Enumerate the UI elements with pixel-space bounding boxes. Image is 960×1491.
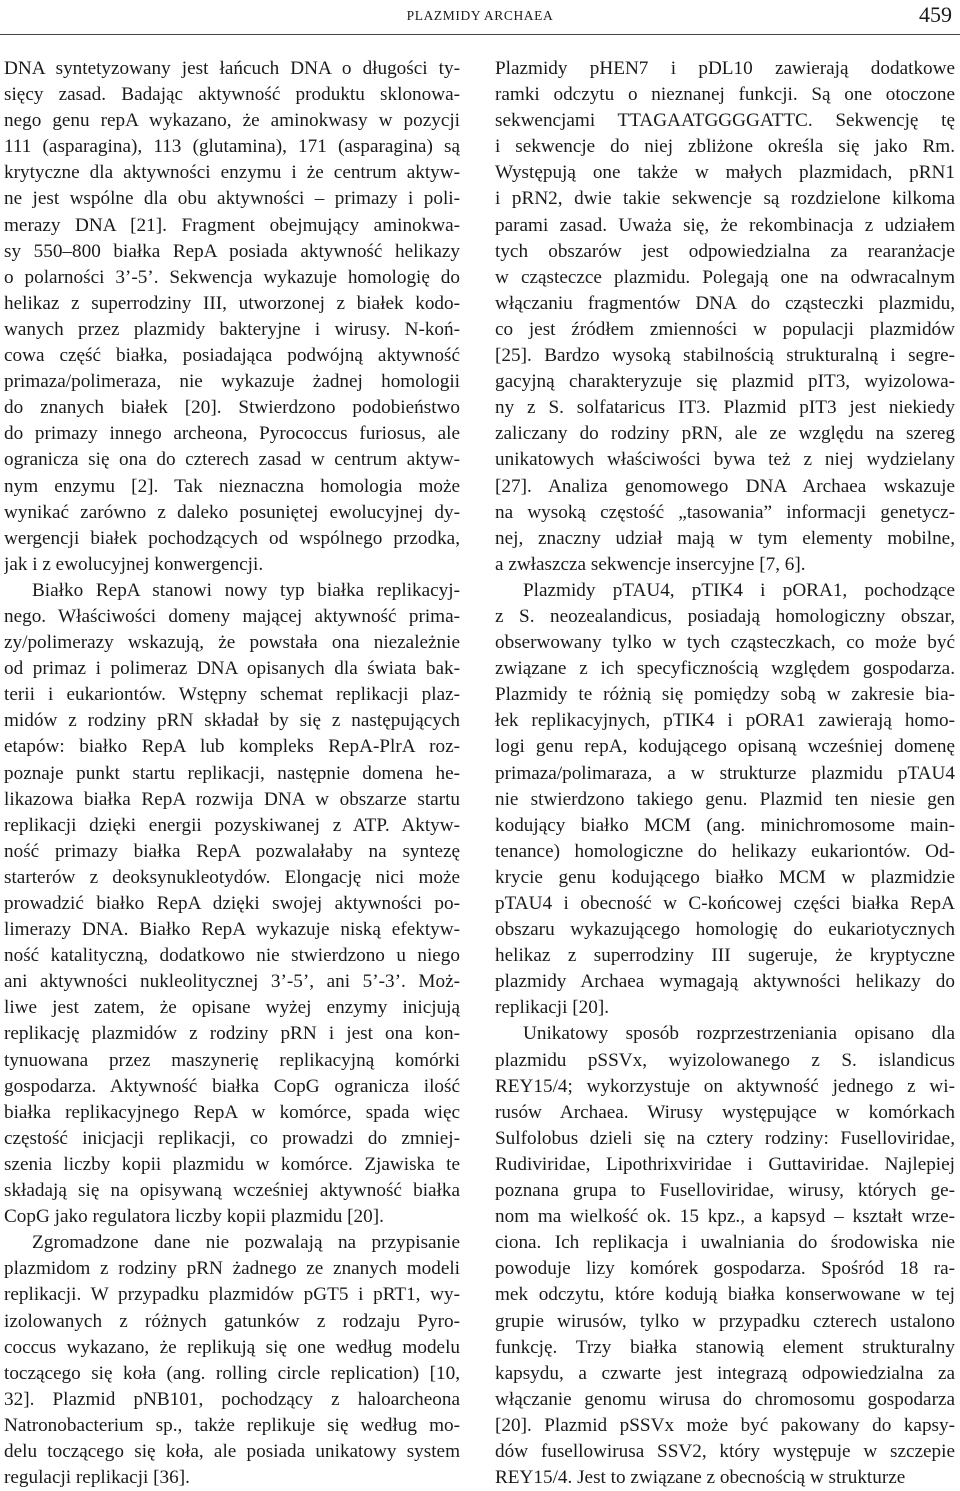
- paragraph: [495, 56, 955, 578]
- text-line: gospodarza. Aktywność białka CopG ogranicza ilość: [4, 1075, 460, 1097]
- text-line: tenance) homologiczne do helikazy eukariontów. Od-: [495, 840, 955, 862]
- text-line: dów fusellowirusa SSV2, który występuje w szczepie: [495, 1440, 955, 1462]
- text-line: Rudiviridae, Lipothrixviridae i Guttaviridae. Najlepiej: [495, 1153, 955, 1175]
- text-line: związane z ich specyficznością względem gospodarza.: [495, 658, 955, 680]
- text-line: włączaniu fragmentów DNA do cząsteczki plazmidu,: [495, 292, 955, 314]
- text-line: [27]. Analiza genomowego DNA Archaea wskazuje: [495, 475, 955, 497]
- text-line: nym enzymu [2]. Tak nieznaczna homologia może: [4, 475, 460, 497]
- text-line: Plazmidy pTAU4, pTIK4 i pORA1, pochodzące: [523, 579, 955, 601]
- text-line: ciona. Ich replikacja i uwalniania do środowiska nie: [495, 1232, 955, 1254]
- text-line: coccus wykazano, że replikują się one według modelu: [4, 1336, 460, 1358]
- text-line: Występują one także w małych plazmidach, pRN1: [495, 162, 955, 184]
- text-line: grupie wirusów, tylko w przypadku czterech ustalono: [495, 1310, 955, 1332]
- text-line: łek replikacyjnych, pTIK4 i pORA1 zawierają homo-: [495, 710, 955, 732]
- text-line: [20]. Plazmid pSSVx może być pakowany do kapsy-: [495, 1414, 955, 1436]
- text-line: zy/polimerazy wskazują, że powstała ona niezależnie: [4, 632, 460, 654]
- text-line: regulacji replikacji [36].: [4, 1467, 190, 1489]
- text-line: etapów: białko RepA lub kompleks RepA-PlrA roz-: [4, 736, 460, 758]
- text-line: i sekwencje do niej zbliżone określa się jako Rm.: [495, 136, 955, 158]
- text-line: pTAU4 i obecność w C-końcowej części białka RepA: [495, 893, 955, 914]
- text-line: nom ma wielkość ok. 15 kpz., a kapsyd – kształt wrze-: [495, 1206, 955, 1228]
- text-line: liwe jest zatem, że opisane wyżej enzymy inicjują: [4, 997, 460, 1019]
- text-line: częstość inicjacji replikacji, co prowadzi do zmniej-: [4, 1127, 460, 1149]
- text-line: do znanych białek [20]. Stwierdzono podobieństwo: [4, 397, 460, 419]
- text-line: Unikatowy sposób rozprzestrzeniania opisano dla: [523, 1023, 955, 1045]
- text-line: delu toczącego się koła, ale posiada unikatowy system: [4, 1440, 460, 1462]
- text-line: jak i z ewolucyjnej konwergencji.: [4, 553, 264, 575]
- text-line: i pRN2, dwie takie sekwencje są rozdzielone kilkoma: [495, 188, 955, 210]
- text-line: CopG jako regulatora liczby kopii plazmidu [20].: [4, 1206, 384, 1228]
- text-line: plazmidu pSSVx, wyizolowanego z S. islandicus: [495, 1049, 955, 1071]
- text-line: krycie genu kodującego białko MCM w plazmidzie: [495, 866, 955, 888]
- text-line: ny z S. solfataricus IT3. Plazmid pIT3 jest niekiedy: [495, 397, 955, 419]
- text-line: replikację plazmidów z rodziny pRN i jest ona kon-: [4, 1023, 460, 1045]
- text-line: unikatowych właściwości bywa też z niej wydzielany: [495, 449, 955, 471]
- text-line: toczącego się koła (ang. rolling circle replication) [10,: [4, 1362, 460, 1384]
- text-line: likazowa białka RepA rozwija DNA w obszarze startu: [4, 788, 460, 810]
- text-line: o polarności 3’-5’. Sekwencja wykazuje homologię do: [4, 266, 460, 288]
- text-line: ne jest wspólne dla obu aktywności – primazy i poli-: [4, 188, 460, 210]
- text-line: funkcję. Trzy białka stanowią element strukturalny: [495, 1336, 955, 1358]
- text-line: krytyczne dla aktywności enzymu i że centrum aktyw-: [4, 162, 460, 184]
- text-line: limerazy DNA. Białko RepA wykazuje niską efektyw-: [4, 919, 460, 941]
- text-line: sięcy zasad. Badając aktywność produktu sklonowa-: [4, 84, 460, 106]
- text-line: cowa część białka, posiadająca podwójną aktywność: [4, 345, 460, 367]
- text-line: parami zasad. Uważa się, że rekombinacja z udziałem: [495, 214, 955, 236]
- text-line: nego. Właściwości domeny mającej aktywność prima-: [4, 605, 460, 627]
- text-line: Zgromadzone dane nie pozwalają na przypisanie: [32, 1232, 460, 1254]
- running-title: PLAZMIDY ARCHAEA: [406, 8, 554, 23]
- text-line: składają się na opisywaną wcześniej aktywność białka: [4, 1180, 460, 1202]
- text-line: nego genu repA wykazano, że aminokwasy w pozycji: [4, 110, 460, 132]
- text-line: primaza/polimeraza, nie wykazuje żadnej homologii: [4, 371, 460, 393]
- text-line: 32]. Plazmid pNB101, pochodzący z haloarcheona: [4, 1388, 460, 1410]
- text-line: nej, znaczny udział mają w tym elementy mobilne,: [495, 527, 955, 549]
- text-line: merazy DNA [21]. Fragment obejmujący aminokwa-: [4, 214, 460, 236]
- text-line: rusów Archaea. Wirusy występujące w komórkach: [495, 1101, 955, 1123]
- text-line: kapsydu, a czwarte jest integrazą odpowiedzialna za: [495, 1362, 955, 1384]
- text-line: sy 550–800 białka RepA posiada aktywność helikazy: [4, 240, 460, 262]
- text-line: wergencji białek pochodzących od wspólnego przodka,: [4, 527, 460, 549]
- text-line: REY15/4; wykorzystuje on aktywność jednego z wi-: [495, 1075, 955, 1097]
- text-line: obserwowany tylko w tych cząsteczkach, co może być: [495, 632, 955, 654]
- text-line: co jest źródłem zmienności w populacji plazmidów: [495, 318, 955, 340]
- text-line: wynikać zarówno z daleko posuniętej ewolucyjnej dy-: [4, 501, 460, 523]
- text-line: powoduje lizy komórek gospodarza. Spośród 18 ra-: [495, 1258, 955, 1280]
- text-line: poznaje punkt startu replikacji, następnie domena he-: [4, 762, 460, 784]
- text-line: ogranicza się ona do czterech zasad w centrum aktyw-: [4, 449, 460, 471]
- text-line: tynuowana przez maszynerię replikacyjną komórki: [4, 1049, 460, 1071]
- paragraph: [495, 578, 955, 1022]
- paragraph: [4, 1230, 460, 1491]
- paragraph: [495, 1021, 955, 1491]
- text-line: poznana grupa to Fuselloviridae, wirusy, których ge-: [495, 1180, 955, 1202]
- text-line: midów z rodziny pRN składał by się z następujących: [4, 710, 460, 732]
- text-line: ani aktywności nukleolitycznej 3’-5’, ani 5’-3’. Moż-: [4, 971, 460, 993]
- text-line: białka replikacyjnego RepA w komórce, spada więc: [4, 1101, 460, 1123]
- left-column: [4, 56, 460, 1491]
- paragraph: [4, 56, 460, 578]
- text-line: w cząsteczce plazmidu. Polegają one na odwracalnym: [495, 266, 955, 288]
- text-line: prowadzić białko RepA dzięki swojej aktywności po-: [4, 893, 460, 914]
- text-line: do primazy innego archeona, Pyrococcus furiosus, ale: [4, 423, 460, 445]
- text-line: gacyjną charakteryzuje się plazmid pIT3, wyizolowa-: [495, 371, 955, 393]
- text-line: wanych przez plazmidy bakteryjne i wirusy. N-koń-: [4, 318, 460, 340]
- text-line: Białko RepA stanowi nowy typ białka replikacyj-: [32, 579, 460, 601]
- text-line: Natronobacterium sp., także replikuje się według mo-: [4, 1414, 460, 1436]
- text-line: replikacji dzięki energii pozyskiwanej z ATP. Aktyw-: [4, 814, 460, 836]
- text-line: mek odczytu, które kodują białka konserwowane w tej: [495, 1284, 955, 1306]
- text-line: replikacji [20].: [495, 997, 610, 1019]
- text-line: ność primazy białka RepA pozwalałaby na syntezę: [4, 840, 460, 862]
- text-line: Sulfolobus dzieli się na cztery rodziny: Fuselloviridae,: [495, 1127, 955, 1149]
- text-line: replikacji. W przypadku plazmidów pGT5 i pRT1, wy-: [4, 1284, 460, 1306]
- text-line: primaza/polimaraza, a w strukturze plazmidu pTAU4: [495, 762, 955, 784]
- text-line: szenia liczby kopii plazmidu w komórce. Zjawiska te: [4, 1153, 460, 1175]
- text-line: Plazmidy te różnią się pomiędzy sobą w zakresie bia-: [495, 684, 955, 706]
- header-rule: [0, 34, 960, 35]
- text-line: plazmidy Archaea wymagają aktywności helikazy do: [495, 971, 955, 993]
- text-line: kodujący białko MCM (ang. minichromosome main-: [495, 814, 955, 836]
- text-line: włączanie genomu wirusa do chromosomu gospodarza: [495, 1388, 955, 1410]
- text-line: obszaru wykazującego homologię do eukariotycznych: [495, 919, 955, 941]
- text-line: terii i eukariontów. Wstępny schemat replikacji plaz-: [4, 684, 460, 706]
- page-number: 459: [919, 2, 952, 27]
- text-line: helikaz z superrodziny III sugeruje, że kryptyczne: [495, 945, 955, 967]
- text-line: [25]. Bardzo wysoką stabilnością strukturalną i segre-: [495, 345, 955, 367]
- text-line: ność katalityczną, dodatkowo nie stwierdzono u niego: [4, 945, 460, 967]
- paragraph: [4, 578, 460, 1230]
- text-line: helikaz z superrodziny III, utworzonej z białek kodo-: [4, 292, 460, 314]
- text-line: nie stwierdzono takiego genu. Plazmid ten niesie gen: [495, 788, 955, 810]
- text-line: izolowanych z różnych gatunków z rodzaju Pyro-: [4, 1310, 460, 1332]
- text-line: Plazmidy pHEN7 i pDL10 zawierają dodatkowe: [495, 58, 955, 79]
- text-line: starterów z deoksynukleotydów. Elongację nici może: [4, 866, 460, 888]
- text-line: na wysoką częstość „tasowania” informacji genetycz-: [495, 501, 955, 523]
- text-line: tych obszarów jest odpowiedzialna za rearanżacje: [495, 240, 955, 262]
- text-line: logi genu repA, kodującego opisaną wcześniej domenę: [495, 736, 955, 758]
- text-line: 111 (asparagina), 113 (glutamina), 171 (asparagina) są: [4, 136, 460, 158]
- text-line: od primaz i polimeraz DNA opisanych dla świata bak-: [4, 658, 460, 680]
- right-column: [495, 56, 955, 1491]
- text-line: ramki odczytu o nieznanej funkcji. Są one otoczone: [495, 84, 955, 106]
- text-line: zaliczany do rodziny pRN, ale ze względu na szereg: [495, 423, 955, 445]
- text-line: DNA syntetyzowany jest łańcuch DNA o długości ty-: [4, 58, 460, 79]
- text-line: plazmidom z rodziny pRN żadnego ze znanych modeli: [4, 1258, 460, 1280]
- page-header: [0, 0, 960, 34]
- text-line: z S. neozealandicus, posiadają homologiczny obszar,: [495, 605, 955, 627]
- text-line: REY15/4. Jest to związane z obecnością w strukturze: [495, 1467, 906, 1489]
- text-line: sekwencjami TTAGAATGGGGATTC. Sekwencję tę: [495, 110, 955, 132]
- text-line: a zwłaszcza sekwencje insercyjne [7, 6].: [495, 553, 806, 575]
